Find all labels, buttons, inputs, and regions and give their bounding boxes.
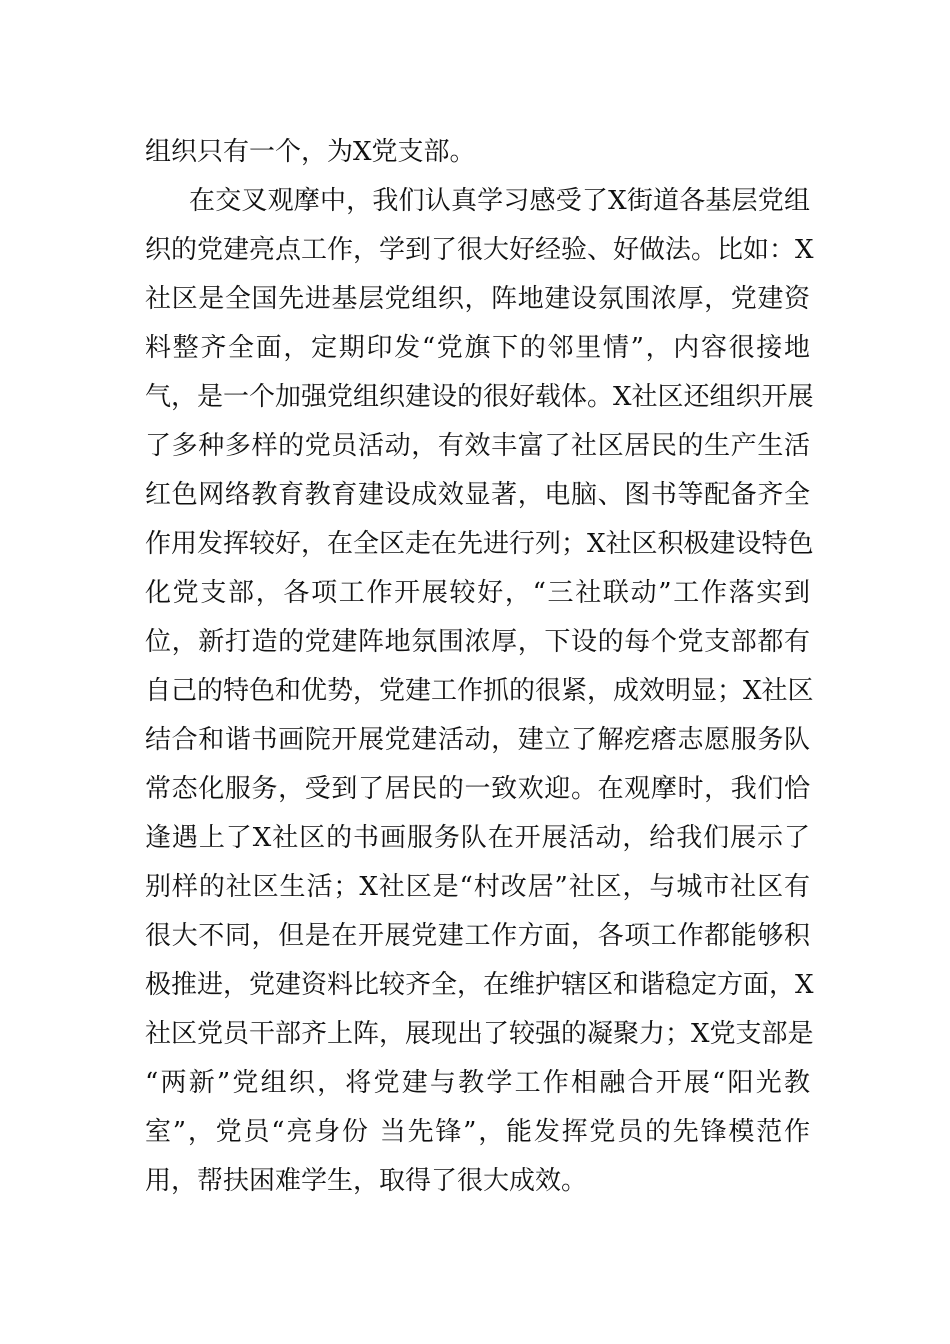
text-line: 用，帮扶困难学生，取得了很大成效。 (145, 1166, 588, 1196)
text-line: 组织只有一个，为X党支部。 (145, 137, 476, 167)
text-line: 红色网络教育教育建设成效显著，电脑、图书等配备齐全 (145, 480, 810, 510)
text-line: 结合和谐书画院开展党建活动，建立了解疙瘩志愿服务队 (145, 725, 810, 755)
text-line: 织的党建亮点工作，学到了很大好经验、好做法。比如：X (145, 235, 814, 265)
text-line: 极推进，党建资料比较齐全，在维护辖区和谐稳定方面，X (145, 970, 814, 1000)
text-line: 化党支部，各项工作开展较好，“三社联动”工作落实到 (145, 578, 810, 608)
text-line: 气，是一个加强党组织建设的很好载体。X社区还组织开展 (145, 382, 814, 412)
text-line: 社区党员干部齐上阵，展现出了较强的凝聚力；X党支部是 (145, 1019, 814, 1049)
text-line: 室”，党员“亮身份 当先锋”，能发挥党员的先锋模范作 (145, 1117, 810, 1147)
text-line: 作用发挥较好，在全区走在先进行列；X社区积极建设特色 (145, 529, 814, 559)
body-text (145, 128, 814, 1206)
text-line: 逢遇上了X社区的书画服务队在开展活动，给我们展示了 (145, 823, 810, 853)
text-line: 料整齐全面，定期印发“党旗下的邻里情”，内容很接地 (145, 333, 810, 363)
text-line: 了多种多样的党员活动，有效丰富了社区居民的生产生活 (145, 431, 810, 461)
text-line: 位，新打造的党建阵地氛围浓厚，下设的每个党支部都有 (145, 627, 810, 657)
paragraph-first-line: 在交叉观摩中，我们认真学习感受了X街道各基层党组 (189, 186, 810, 216)
text-line: “两新”党组织，将党建与教学工作相融合开展“阳光教 (145, 1068, 810, 1098)
text-line: 别样的社区生活；X社区是“村改居”社区，与城市社区有 (145, 872, 810, 902)
text-line: 自己的特色和优势，党建工作抓的很紧，成效明显；X社区 (145, 676, 814, 706)
text-line: 常态化服务，受到了居民的一致欢迎。在观摩时，我们恰 (145, 774, 810, 804)
text-line: 很大不同，但是在开展党建工作方面，各项工作都能够积 (145, 921, 810, 951)
text-line: 社区是全国先进基层党组织，阵地建设氛围浓厚，党建资 (145, 284, 810, 314)
